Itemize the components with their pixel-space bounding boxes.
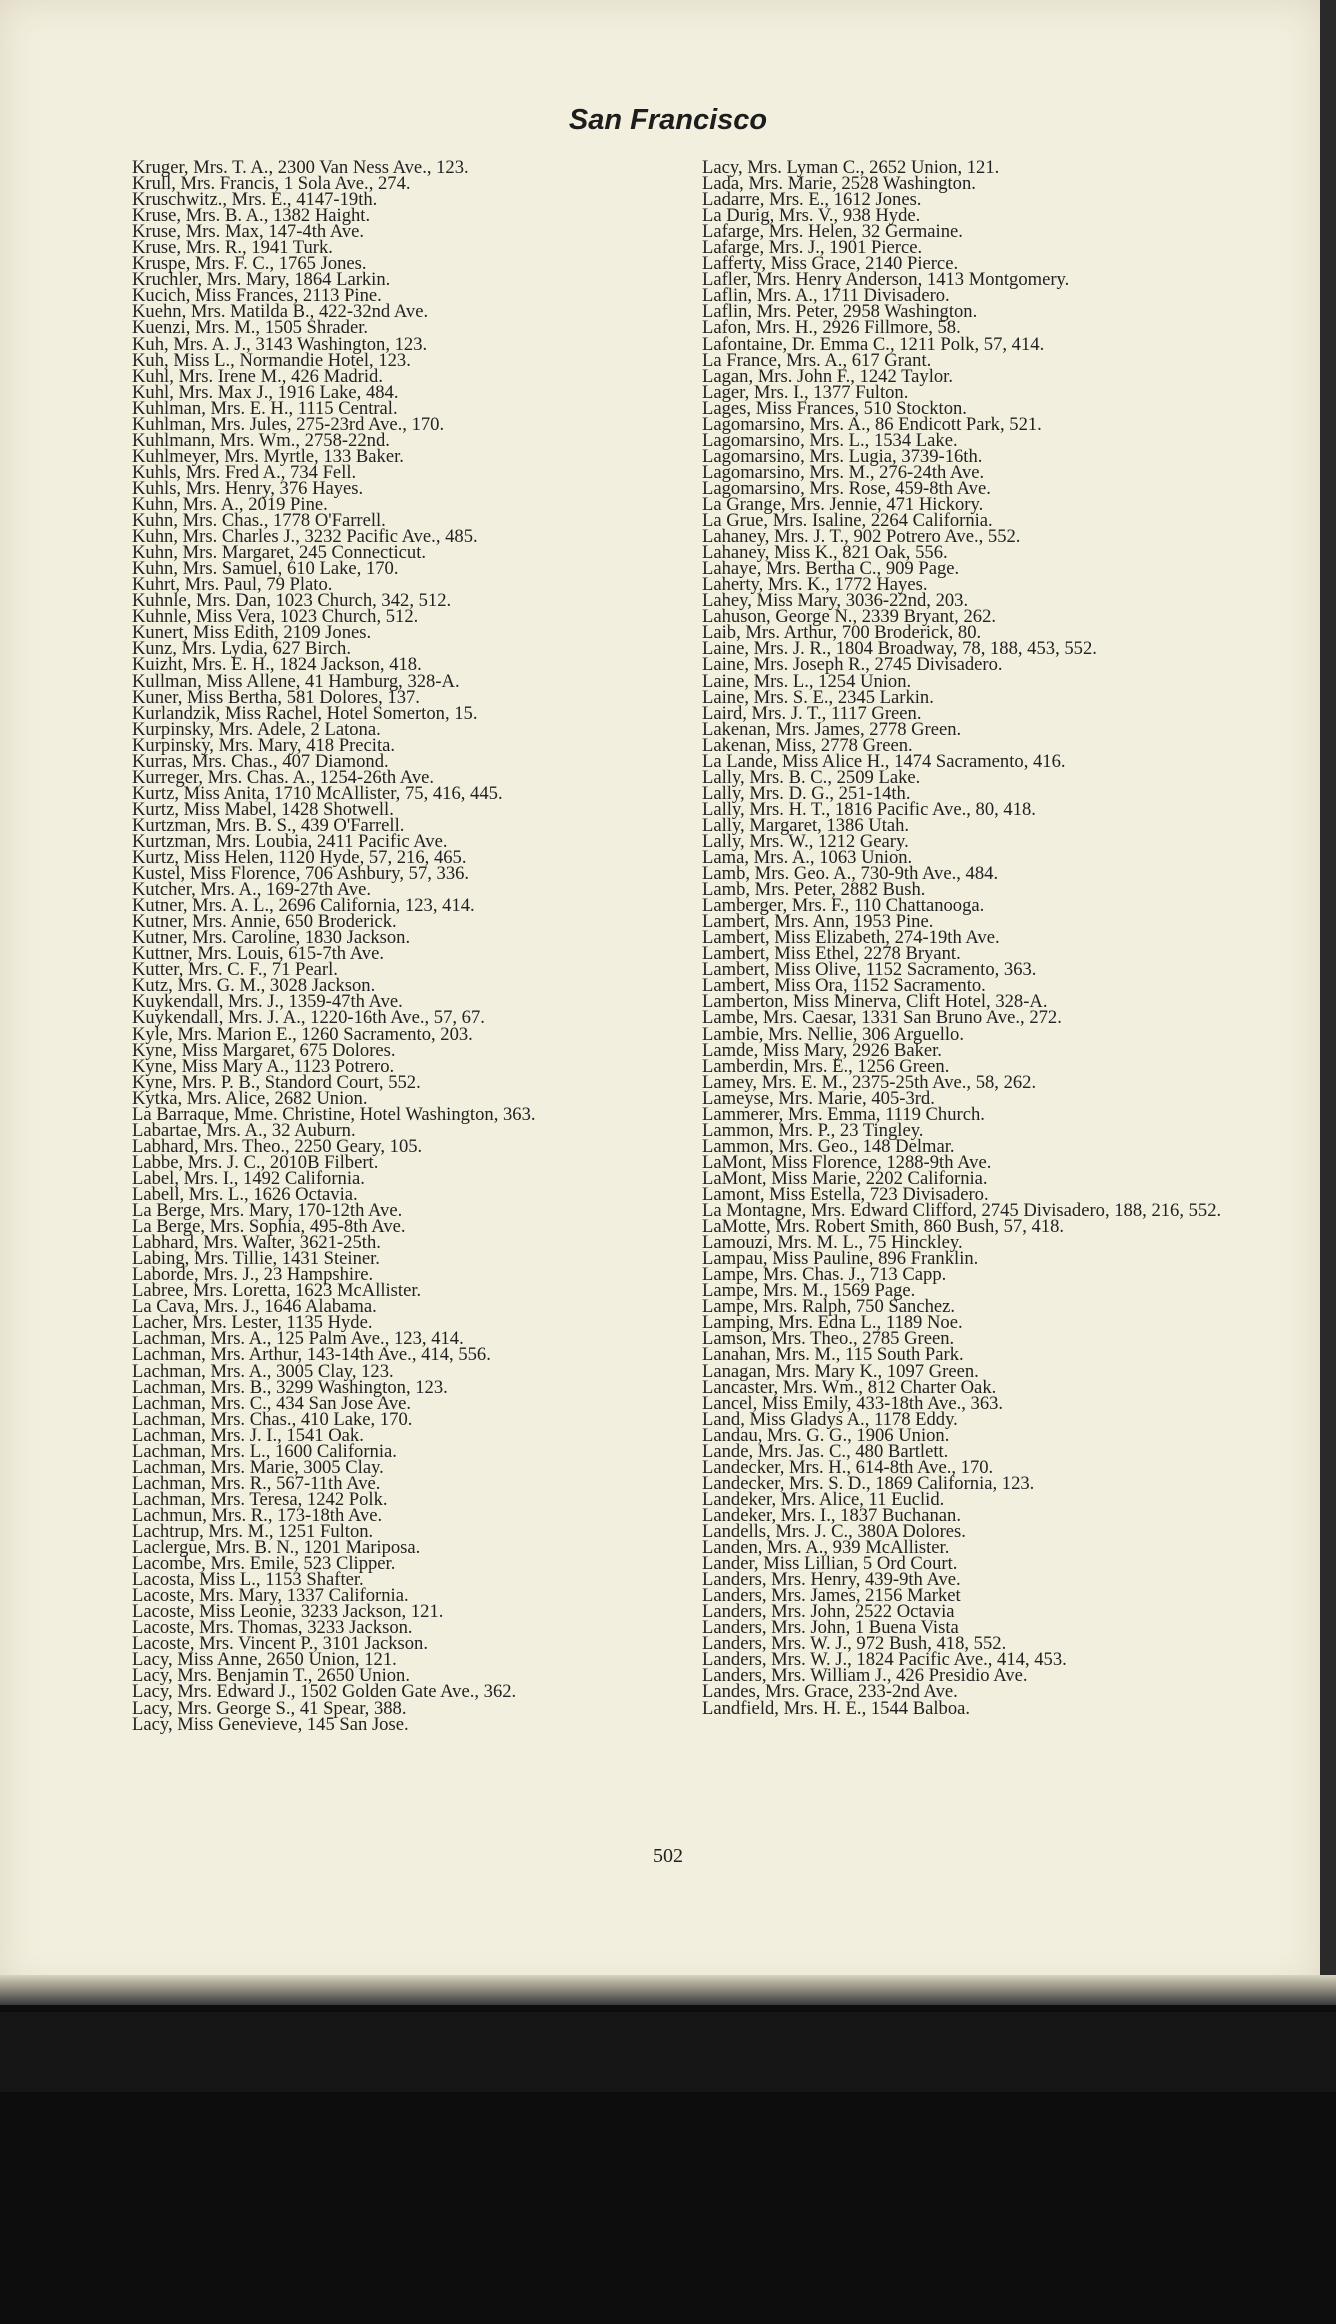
directory-entry: Kyne, Mrs. P. B., Standord Court, 552. bbox=[132, 1071, 421, 1093]
page-title: San Francisco bbox=[568, 104, 768, 136]
directory-entry: Kuhlman, Mrs. E. H., 1115 Central. bbox=[132, 397, 398, 419]
directory-entry: Lammerer, Mrs. Emma, 1119 Church. bbox=[702, 1103, 985, 1125]
directory-entry: Kurtzman, Mrs. Loubia, 2411 Pacific Ave. bbox=[132, 830, 448, 852]
directory-entry: Kuhn, Mrs. Samuel, 610 Lake, 170. bbox=[132, 558, 399, 580]
directory-entry: Laine, Mrs. S. E., 2345 Larkin. bbox=[702, 686, 934, 708]
directory-entry: Kunz, Mrs. Lydia, 627 Birch. bbox=[132, 638, 351, 660]
directory-entry: Kuhnle, Miss Vera, 1023 Church, 512. bbox=[132, 606, 419, 628]
directory-entry: Lambert, Miss Elizabeth, 274-19th Ave. bbox=[702, 927, 1000, 949]
directory-entry: Laflin, Mrs. A., 1711 Divisadero. bbox=[702, 285, 950, 307]
directory-entry: Lampau, Miss Pauline, 896 Franklin. bbox=[702, 1248, 979, 1270]
directory-entry: Landeker, Mrs. Alice, 11 Euclid. bbox=[702, 1488, 945, 1510]
directory-entry: Lambert, Miss Ora, 1152 Sacramento. bbox=[702, 975, 986, 997]
directory-entry: Kurreger, Mrs. Chas. A., 1254-26th Ave. bbox=[132, 766, 435, 788]
directory-entry: Lamberton, Miss Minerva, Clift Hotel, 328-A. bbox=[702, 991, 1048, 1013]
directory-entry: Kutcher, Mrs. A., 169-27th Ave. bbox=[132, 879, 372, 901]
directory-entry: Lacoste, Mrs. Vincent P., 3101 Jackson. bbox=[132, 1633, 429, 1655]
directory-entry: Kuhrt, Mrs. Paul, 79 Plato. bbox=[132, 574, 333, 596]
directory-entry: Land, Miss Gladys A., 1178 Eddy. bbox=[702, 1408, 958, 1430]
directory-entry: Labell, Mrs. L., 1626 Octavia. bbox=[132, 1184, 358, 1205]
directory-entry: Lafarge, Mrs. J., 1901 Pierce. bbox=[702, 237, 923, 259]
directory-entry: Lafontaine, Dr. Emma C., 1211 Polk, 57, 414. bbox=[702, 333, 1045, 355]
directory-entry: Lachman, Mrs. A., 125 Palm Ave., 123, 414. bbox=[132, 1328, 464, 1350]
directory-entry: Lampe, Mrs. Ralph, 750 Sanchez. bbox=[702, 1296, 956, 1318]
directory-entry: Lamb, Mrs. Geo. A., 730-9th Ave., 484. bbox=[702, 863, 999, 885]
directory-entry: Lacosta, Miss L., 1153 Shafter. bbox=[132, 1569, 364, 1591]
directory-entry: Lages, Miss Frances, 510 Stockton. bbox=[702, 397, 967, 419]
directory-entry: Lachman, Mrs. Arthur, 143-14th Ave., 414, 556. bbox=[132, 1344, 491, 1366]
directory-entry: Landers, Mrs. John, 2522 Octavia bbox=[702, 1601, 955, 1623]
directory-entry: Lampe, Mrs. Chas. J., 713 Capp. bbox=[702, 1264, 947, 1286]
directory-entry: Lagomarsino, Mrs. L., 1534 Lake. bbox=[702, 429, 958, 451]
directory-entry: Kuizht, Mrs. E. H., 1824 Jackson, 418. bbox=[132, 654, 422, 676]
directory-entry: Kucich, Miss Frances, 2113 Pine. bbox=[132, 285, 382, 307]
directory-entry: Kurpinsky, Mrs. Adele, 2 Latona. bbox=[132, 718, 381, 740]
directory-entry: Kurpinsky, Mrs. Mary, 418 Precita. bbox=[132, 734, 396, 756]
directory-entry: Kutz, Mrs. G. M., 3028 Jackson. bbox=[132, 975, 376, 997]
directory-entry: Lally, Mrs. H. T., 1816 Pacific Ave., 80, 418. bbox=[702, 798, 1036, 820]
directory-entry: Lancaster, Mrs. Wm., 812 Charter Oak. bbox=[702, 1376, 997, 1398]
directory-entry: Labing, Mrs. Tillie, 1431 Steiner. bbox=[132, 1248, 380, 1270]
directory-entry: Kuh, Mrs. A. J., 3143 Washington, 123. bbox=[132, 333, 428, 355]
directory-entry: Laherty, Mrs. K., 1772 Hayes. bbox=[702, 574, 928, 596]
directory-entry: Kyle, Mrs. Marion E., 1260 Sacramento, 203. bbox=[132, 1023, 473, 1045]
directory-entry: Lachman, Mrs. Marie, 3005 Clay. bbox=[132, 1456, 384, 1478]
directory-entry: Lammon, Mrs. Geo., 148 Delmar. bbox=[702, 1135, 955, 1157]
directory-entry: Lacoste, Mrs. Mary, 1337 California. bbox=[132, 1585, 409, 1607]
left-column bbox=[132, 157, 672, 1735]
directory-entry: Lachman, Mrs. J. I., 1541 Oak. bbox=[132, 1424, 364, 1446]
directory-entry: Kruger, Mrs. T. A., 2300 Van Ness Ave., 123. bbox=[132, 157, 469, 178]
directory-entry: Kurtz, Miss Helen, 1120 Hyde, 57, 216, 465. bbox=[132, 847, 467, 869]
directory-entry: Kruse, Mrs. R., 1941 Turk. bbox=[132, 237, 333, 259]
directory-entry: Lachmun, Mrs. R., 173-18th Ave. bbox=[132, 1504, 383, 1526]
directory-entry: Lachman, Mrs. A., 3005 Clay, 123. bbox=[132, 1360, 394, 1382]
directory-entry: Lancel, Miss Emily, 433-18th Ave., 363. bbox=[702, 1392, 1004, 1414]
directory-entry: Kuhl, Mrs. Max J., 1916 Lake, 484. bbox=[132, 381, 399, 403]
directory-entry: Lally, Mrs. D. G., 251-14th. bbox=[702, 782, 911, 804]
directory-entry: Lakenan, Mrs. James, 2778 Green. bbox=[702, 718, 962, 740]
directory-entry: LaMont, Miss Florence, 1288-9th Ave. bbox=[702, 1151, 992, 1173]
directory-entry: Kuh, Miss L., Normandie Hotel, 123. bbox=[132, 349, 411, 371]
directory-entry: Kuner, Miss Bertha, 581 Dolores, 137. bbox=[132, 686, 420, 708]
directory-entry: Lally, Mrs. W., 1212 Geary. bbox=[702, 830, 909, 852]
directory-entry: La Barraque, Mme. Christine, Hotel Washington, 363. bbox=[132, 1103, 536, 1125]
directory-entry: Landers, Mrs. William J., 426 Presidio Ave. bbox=[702, 1665, 1028, 1687]
directory-entry: Kruchler, Mrs. Mary, 1864 Larkin. bbox=[132, 269, 391, 291]
directory-entry: Lacoste, Miss Leonie, 3233 Jackson, 121. bbox=[132, 1601, 444, 1623]
directory-entry: Lameyse, Mrs. Marie, 405-3rd. bbox=[702, 1087, 935, 1109]
directory-entry: Kuhl, Mrs. Irene M., 426 Madrid. bbox=[132, 365, 383, 387]
directory-entry: Lambert, Miss Olive, 1152 Sacramento, 363. bbox=[702, 959, 1037, 981]
directory-entry: Kuhlmeyer, Mrs. Myrtle, 133 Baker. bbox=[132, 445, 404, 467]
directory-entry: Landers, Mrs. W. J., 1824 Pacific Ave., 414, 453. bbox=[702, 1649, 1067, 1671]
directory-entry: Lafon, Mrs. H., 2926 Fillmore, 58. bbox=[702, 317, 961, 339]
directory-entry: Laine, Mrs. J. R., 1804 Broadway, 78, 188, 453, 552. bbox=[702, 638, 1097, 660]
directory-entry: La France, Mrs. A., 617 Grant. bbox=[702, 349, 932, 371]
directory-entry: Kyne, Miss Margaret, 675 Dolores. bbox=[132, 1039, 396, 1061]
directory-entry: Lafler, Mrs. Henry Anderson, 1413 Montgomery. bbox=[702, 269, 1070, 291]
scan-shadow-band bbox=[0, 2012, 1336, 2092]
directory-entry: Kuhn, Mrs. Margaret, 245 Connecticut. bbox=[132, 542, 427, 564]
directory-entry: Lagomarsino, Mrs. Rose, 459-8th Ave. bbox=[702, 477, 991, 499]
directory-entry: Lambie, Mrs. Nellie, 306 Arguello. bbox=[702, 1023, 964, 1045]
directory-entry: Kuttner, Mrs. Louis, 615-7th Ave. bbox=[132, 943, 384, 965]
directory-entry: Kutter, Mrs. C. F., 71 Pearl. bbox=[132, 959, 338, 981]
directory-entry: Kuhls, Mrs. Henry, 376 Hayes. bbox=[132, 477, 364, 499]
directory-entry: Lamde, Miss Mary, 2926 Baker. bbox=[702, 1039, 942, 1061]
directory-entry: Kurtz, Miss Anita, 1710 McAllister, 75, 416, 445. bbox=[132, 782, 503, 804]
directory-entry: Laine, Mrs. L., 1254 Union. bbox=[702, 670, 912, 692]
directory-entry: Lafarge, Mrs. Helen, 32 Germaine. bbox=[702, 221, 963, 243]
directory-entry: Kuhnle, Mrs. Dan, 1023 Church, 342, 512. bbox=[132, 590, 452, 612]
directory-entry: Lachman, Mrs. R., 567-11th Ave. bbox=[132, 1472, 381, 1494]
directory-entry: Landers, Mrs. W. J., 972 Bush, 418, 552. bbox=[702, 1633, 1007, 1655]
directory-entry: Lacy, Mrs. Edward J., 1502 Golden Gate Ave., 362. bbox=[132, 1681, 517, 1703]
page-edge-right bbox=[1320, 0, 1336, 1990]
directory-entry: Lambert, Mrs. Ann, 1953 Pine. bbox=[702, 911, 934, 933]
directory-entry: Lacombe, Mrs. Emile, 523 Clipper. bbox=[132, 1553, 396, 1575]
directory-entry: La Montagne, Mrs. Edward Clifford, 2745 Divisadero, 188, 216, 552. bbox=[702, 1200, 1222, 1222]
directory-entry: Labree, Mrs. Loretta, 1623 McAllister. bbox=[132, 1280, 422, 1302]
directory-entry: Lama, Mrs. A., 1063 Union. bbox=[702, 847, 913, 869]
directory-entry: Landeker, Mrs. I., 1837 Buchanan. bbox=[702, 1504, 961, 1526]
directory-entry: Lanahan, Mrs. M., 115 South Park. bbox=[702, 1344, 964, 1366]
directory-entry: Kutner, Mrs. Caroline, 1830 Jackson. bbox=[132, 927, 411, 949]
directory-entry: Lagomarsino, Mrs. M., 276-24th Ave. bbox=[702, 461, 985, 483]
directory-entry: Lachman, Mrs. Chas., 410 Lake, 170. bbox=[132, 1408, 413, 1430]
directory-entry: Kurtzman, Mrs. B. S., 439 O'Farrell. bbox=[132, 814, 405, 836]
directory-entry: Kruspe, Mrs. F. C., 1765 Jones. bbox=[132, 253, 367, 275]
directory-entry: Landen, Mrs. A., 939 McAllister. bbox=[702, 1537, 950, 1559]
directory-entry: Laborde, Mrs. J., 23 Hampshire. bbox=[132, 1264, 374, 1286]
directory-entry: Lammon, Mrs. P., 23 Tingley. bbox=[702, 1119, 924, 1141]
directory-entry: Lagomarsino, Mrs. A., 86 Endicott Park, 521. bbox=[702, 413, 1042, 435]
directory-entry: Lacher, Mrs. Lester, 1135 Hyde. bbox=[132, 1312, 373, 1334]
directory-entry: Labhard, Mrs. Theo., 2250 Geary, 105. bbox=[132, 1135, 423, 1157]
page-number: 502 bbox=[653, 1845, 683, 1867]
directory-entry: Kutner, Mrs. Annie, 650 Broderick. bbox=[132, 911, 397, 933]
directory-entry: Lachman, Mrs. Teresa, 1242 Polk. bbox=[132, 1488, 388, 1510]
directory-entry: Landau, Mrs. G. G., 1906 Union. bbox=[702, 1424, 950, 1446]
directory-entry: Landes, Mrs. Grace, 233-2nd Ave. bbox=[702, 1681, 958, 1703]
page-edge-bottom bbox=[0, 1975, 1336, 2005]
directory-entry: Lagomarsino, Mrs. Lugia, 3739-16th. bbox=[702, 445, 983, 467]
directory-entry: LaMotte, Mrs. Robert Smith, 860 Bush, 57, 418. bbox=[702, 1216, 1065, 1238]
directory-entry: Lacy, Mrs. George S., 41 Spear, 388. bbox=[132, 1697, 407, 1719]
directory-entry: Kuhlmann, Mrs. Wm., 2758-22nd. bbox=[132, 429, 390, 451]
directory-entry: Lamey, Mrs. E. M., 2375-25th Ave., 58, 262. bbox=[702, 1071, 1037, 1093]
directory-entry: Lafferty, Miss Grace, 2140 Pierce. bbox=[702, 253, 959, 275]
directory-entry: Landers, Mrs. James, 2156 Market bbox=[702, 1585, 961, 1607]
directory-entry: Laird, Mrs. J. T., 1117 Green. bbox=[702, 702, 922, 724]
directory-entry: Lacoste, Mrs. Thomas, 3233 Jackson. bbox=[132, 1617, 413, 1639]
directory-entry: Kurtz, Miss Mabel, 1428 Shotwell. bbox=[132, 798, 394, 820]
directory-entry: Lande, Mrs. Jas. C., 480 Bartlett. bbox=[702, 1440, 949, 1462]
directory-entry: Laflin, Mrs. Peter, 2958 Washington. bbox=[702, 301, 978, 323]
directory-entry: Lampe, Mrs. M., 1569 Page. bbox=[702, 1280, 916, 1302]
directory-entry: La Lande, Miss Alice H., 1474 Sacramento, 416. bbox=[702, 750, 1066, 772]
directory-entry: Lachman, Mrs. B., 3299 Washington, 123. bbox=[132, 1376, 448, 1398]
directory-entry: Label, Mrs. I., 1492 California. bbox=[132, 1167, 365, 1189]
directory-entry: Lally, Margaret, 1386 Utah. bbox=[702, 814, 910, 836]
directory-entry: Kuhls, Mrs. Fred A., 734 Fell. bbox=[132, 461, 357, 483]
directory-entry: Lahuson, George N., 2339 Bryant, 262. bbox=[702, 606, 997, 628]
directory-entry: Kyne, Miss Mary A., 1123 Potrero. bbox=[132, 1055, 395, 1077]
directory-entry: Landers, Mrs. John, 1 Buena Vista bbox=[702, 1617, 959, 1639]
directory-entry: Landfield, Mrs. H. E., 1544 Balboa. bbox=[702, 1697, 971, 1719]
directory-entry: Ladarre, Mrs. E., 1612 Jones. bbox=[702, 189, 922, 211]
directory-entry: Lacy, Miss Anne, 2650 Union, 121. bbox=[132, 1649, 397, 1671]
directory-entry: Lachtrup, Mrs. M., 1251 Fulton. bbox=[132, 1520, 374, 1542]
directory-entry: La Grue, Mrs. Isaline, 2264 California. bbox=[702, 510, 993, 532]
directory-entry: Kuhn, Mrs. A., 2019 Pine. bbox=[132, 493, 328, 515]
directory-entry: Kullman, Miss Allene, 41 Hamburg, 328-A. bbox=[132, 670, 460, 692]
directory-entry: Lamberger, Mrs. F., 110 Chattanooga. bbox=[702, 895, 985, 917]
directory-entry: Krull, Mrs. Francis, 1 Sola Ave., 274. bbox=[132, 173, 411, 195]
directory-entry: Lamberdin, Mrs. E., 1256 Green. bbox=[702, 1055, 950, 1077]
directory-entry: Kuhn, Mrs. Chas., 1778 O'Farrell. bbox=[132, 510, 386, 532]
directory-entry: Kuhlman, Mrs. Jules, 275-23rd Ave., 170. bbox=[132, 413, 445, 435]
directory-entry: Lander, Miss Lillian, 5 Ord Court. bbox=[702, 1553, 958, 1575]
directory-entry: LaMont, Miss Marie, 2202 California. bbox=[702, 1167, 988, 1189]
directory-entry: La Berge, Mrs. Sophia, 495-8th Ave. bbox=[132, 1216, 406, 1238]
directory-entry: Kuehn, Mrs. Matilda B., 422-32nd Ave. bbox=[132, 301, 429, 323]
directory-entry: Labhard, Mrs. Walter, 3621-25th. bbox=[132, 1232, 381, 1254]
directory-entry: Lahaney, Mrs. J. T., 902 Potrero Ave., 552. bbox=[702, 526, 1021, 548]
directory-entry: Lacy, Mrs. Lyman C., 2652 Union, 121. bbox=[702, 157, 1000, 178]
directory-entry: Labbe, Mrs. J. C., 2010B Filbert. bbox=[132, 1151, 379, 1173]
directory-entry: La Berge, Mrs. Mary, 170-12th Ave. bbox=[132, 1200, 403, 1222]
right-column bbox=[702, 157, 1282, 1719]
directory-entry: Kruschwitz., Mrs. E., 4147-19th. bbox=[132, 189, 378, 211]
directory-entry: Lamb, Mrs. Peter, 2882 Bush. bbox=[702, 879, 926, 901]
directory-entry: Kustel, Miss Florence, 706 Ashbury, 57, 336. bbox=[132, 863, 470, 885]
directory-entry: Lally, Mrs. B. C., 2509 Lake. bbox=[702, 766, 921, 788]
directory-entry: Lanagan, Mrs. Mary K., 1097 Green. bbox=[702, 1360, 979, 1382]
directory-entry: Lahaney, Miss K., 821 Oak, 556. bbox=[702, 542, 948, 564]
directory-entry: Kuhn, Mrs. Charles J., 3232 Pacific Ave., 485. bbox=[132, 526, 478, 548]
directory-entry: La Cava, Mrs. J., 1646 Alabama. bbox=[132, 1296, 377, 1318]
directory-entry: Lakenan, Miss, 2778 Green. bbox=[702, 734, 913, 756]
directory-entry: Kytka, Mrs. Alice, 2682 Union. bbox=[132, 1087, 368, 1109]
directory-entry: Lahaye, Mrs. Bertha C., 909 Page. bbox=[702, 558, 960, 580]
directory-entry: Landecker, Mrs. H., 614-8th Ave., 170. bbox=[702, 1456, 994, 1478]
directory-entry: Laib, Mrs. Arthur, 700 Broderick, 80. bbox=[702, 622, 982, 644]
directory-entry: Lacy, Mrs. Benjamin T., 2650 Union. bbox=[132, 1665, 411, 1687]
directory-entry: Laclergue, Mrs. B. N., 1201 Mariposa. bbox=[132, 1537, 421, 1559]
directory-entry: Laine, Mrs. Joseph R., 2745 Divisadero. bbox=[702, 654, 1003, 676]
directory-entry: Lamson, Mrs. Theo., 2785 Green. bbox=[702, 1328, 955, 1350]
directory-entry: Labartae, Mrs. A., 32 Auburn. bbox=[132, 1119, 356, 1141]
directory-entry: Landells, Mrs. J. C., 380A Dolores. bbox=[702, 1520, 966, 1542]
directory-entry: Lada, Mrs. Marie, 2528 Washington. bbox=[702, 173, 976, 195]
directory-entry: Lamouzi, Mrs. M. L., 75 Hinckley. bbox=[702, 1232, 963, 1254]
directory-entry: Kurras, Mrs. Chas., 407 Diamond. bbox=[132, 750, 389, 772]
directory-entry: Kuykendall, Mrs. J., 1359-47th Ave. bbox=[132, 991, 403, 1013]
directory-entry: La Grange, Mrs. Jennie, 471 Hickory. bbox=[702, 493, 984, 515]
directory-entry: Landecker, Mrs. S. D., 1869 California, 123. bbox=[702, 1472, 1035, 1494]
directory-entry: Kuenzi, Mrs. M., 1505 Shrader. bbox=[132, 317, 369, 339]
directory-entry: Kunert, Miss Edith, 2109 Jones. bbox=[132, 622, 372, 644]
directory-entry: Lachman, Mrs. L., 1600 California. bbox=[132, 1440, 397, 1462]
directory-entry: Lambe, Mrs. Caesar, 1331 San Bruno Ave., 272. bbox=[702, 1007, 1062, 1029]
directory-entry: Lager, Mrs. I., 1377 Fulton. bbox=[702, 381, 909, 403]
directory-entry: Kurlandzik, Miss Rachel, Hotel Somerton, 15. bbox=[132, 702, 478, 724]
directory-entry: Lachman, Mrs. C., 434 San Jose Ave. bbox=[132, 1392, 412, 1414]
directory-entry: Lambert, Miss Ethel, 2278 Bryant. bbox=[702, 943, 961, 965]
directory-entry: La Durig, Mrs. V., 938 Hyde. bbox=[702, 205, 921, 227]
directory-entry: Lamont, Miss Estella, 723 Divisadero. bbox=[702, 1184, 989, 1205]
directory-entry: Lagan, Mrs. John F., 1242 Taylor. bbox=[702, 365, 953, 387]
directory-entry: Kuykendall, Mrs. J. A., 1220-16th Ave., 57, 67. bbox=[132, 1007, 485, 1029]
directory-entry: Kruse, Mrs. B. A., 1382 Haight. bbox=[132, 205, 371, 227]
directory-entry: Kruse, Mrs. Max, 147-4th Ave. bbox=[132, 221, 365, 243]
directory-entry: Lamping, Mrs. Edna L., 1189 Noe. bbox=[702, 1312, 963, 1334]
directory-entry: Landers, Mrs. Henry, 439-9th Ave. bbox=[702, 1569, 961, 1591]
directory-entry: Lacy, Miss Genevieve, 145 San Jose. bbox=[132, 1713, 409, 1735]
directory-entry: Kutner, Mrs. A. L., 2696 California, 123, 414. bbox=[132, 895, 475, 917]
directory-entry: Lahey, Miss Mary, 3036-22nd, 203. bbox=[702, 590, 969, 612]
